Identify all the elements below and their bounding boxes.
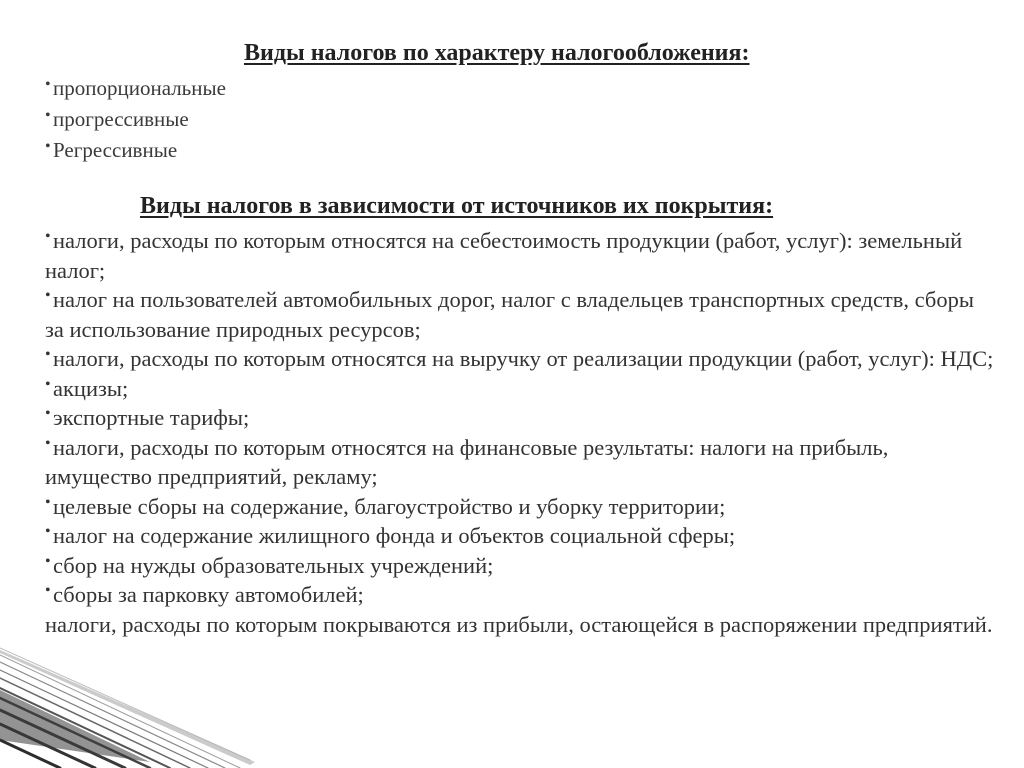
bullet-icon: • xyxy=(45,138,51,155)
list-item-text: налог на пользователей автомобильных дорог, налог с владельцев транспортных средств, сборы за использование природных ресурсов; xyxy=(45,287,974,342)
bullet-icon: • xyxy=(45,405,51,422)
heading-tax-by-coverage-source: Виды налогов в зависимости от источников их покрытия: xyxy=(140,193,774,219)
list-item-text: сборы за парковку автомобилей; xyxy=(53,582,364,607)
bullet-icon: • xyxy=(45,107,51,124)
list-item-text: налоги, расходы по которым относятся на себестоимость продукции (работ, услуг): земельный налог; xyxy=(45,228,963,283)
list-item-text: сбор на нужды образовательных учреждений; xyxy=(53,552,494,578)
list-item xyxy=(45,521,995,551)
list-item xyxy=(45,580,995,610)
list-item-text: пропорциональные xyxy=(53,76,226,100)
list-item xyxy=(45,551,995,581)
bullet-icon: • xyxy=(45,76,51,93)
list-item-text: налог на содержание жилищного фонда и объектов социальной сферы; xyxy=(53,523,736,548)
list-item-text: целевые сборы на содержание, благоустройство и уборку территории; xyxy=(53,493,726,519)
list-item-text: экспортные тарифы; xyxy=(53,405,250,430)
list-item xyxy=(45,104,226,135)
bullet-icon: • xyxy=(45,493,51,511)
list-tax-by-taxation-character xyxy=(45,73,226,166)
list-item xyxy=(45,433,995,492)
bullet-icon: • xyxy=(45,582,51,599)
bullet-icon: • xyxy=(45,375,51,393)
list-item-text: Регрессивные xyxy=(53,138,178,162)
list-item-text: акцизы; xyxy=(53,375,129,401)
bullet-icon: • xyxy=(45,287,51,304)
list-tax-by-coverage-source xyxy=(45,226,995,639)
bullet-icon: • xyxy=(45,552,51,570)
heading-tax-by-taxation-character: Виды налогов по характеру налогообложения: xyxy=(244,40,750,66)
list-item-text: налоги, расходы по которым покрываются из прибыли, остающейся в распоряжении предприятий. xyxy=(45,611,993,637)
list-item xyxy=(45,226,995,285)
bullet-icon: • xyxy=(45,228,51,245)
list-item xyxy=(45,403,995,433)
list-item-text: налоги, расходы по которым относятся на выручку от реализации продукции (работ, услуг): НДС; xyxy=(53,346,994,371)
list-item xyxy=(45,374,995,404)
list-item-text: прогрессивные xyxy=(53,107,189,131)
list-item xyxy=(45,73,226,104)
list-item xyxy=(45,135,226,166)
list-item xyxy=(45,492,995,522)
list-item xyxy=(45,285,995,344)
bullet-icon: • xyxy=(45,434,51,452)
list-item-last xyxy=(45,610,995,640)
bullet-icon: • xyxy=(45,523,51,540)
list-item xyxy=(45,344,995,374)
bullet-icon: • xyxy=(45,346,51,363)
list-item-text: налоги, расходы по которым относятся на финансовые результаты: налоги на прибыль, имущество предприятий, рекламу; xyxy=(45,434,889,489)
